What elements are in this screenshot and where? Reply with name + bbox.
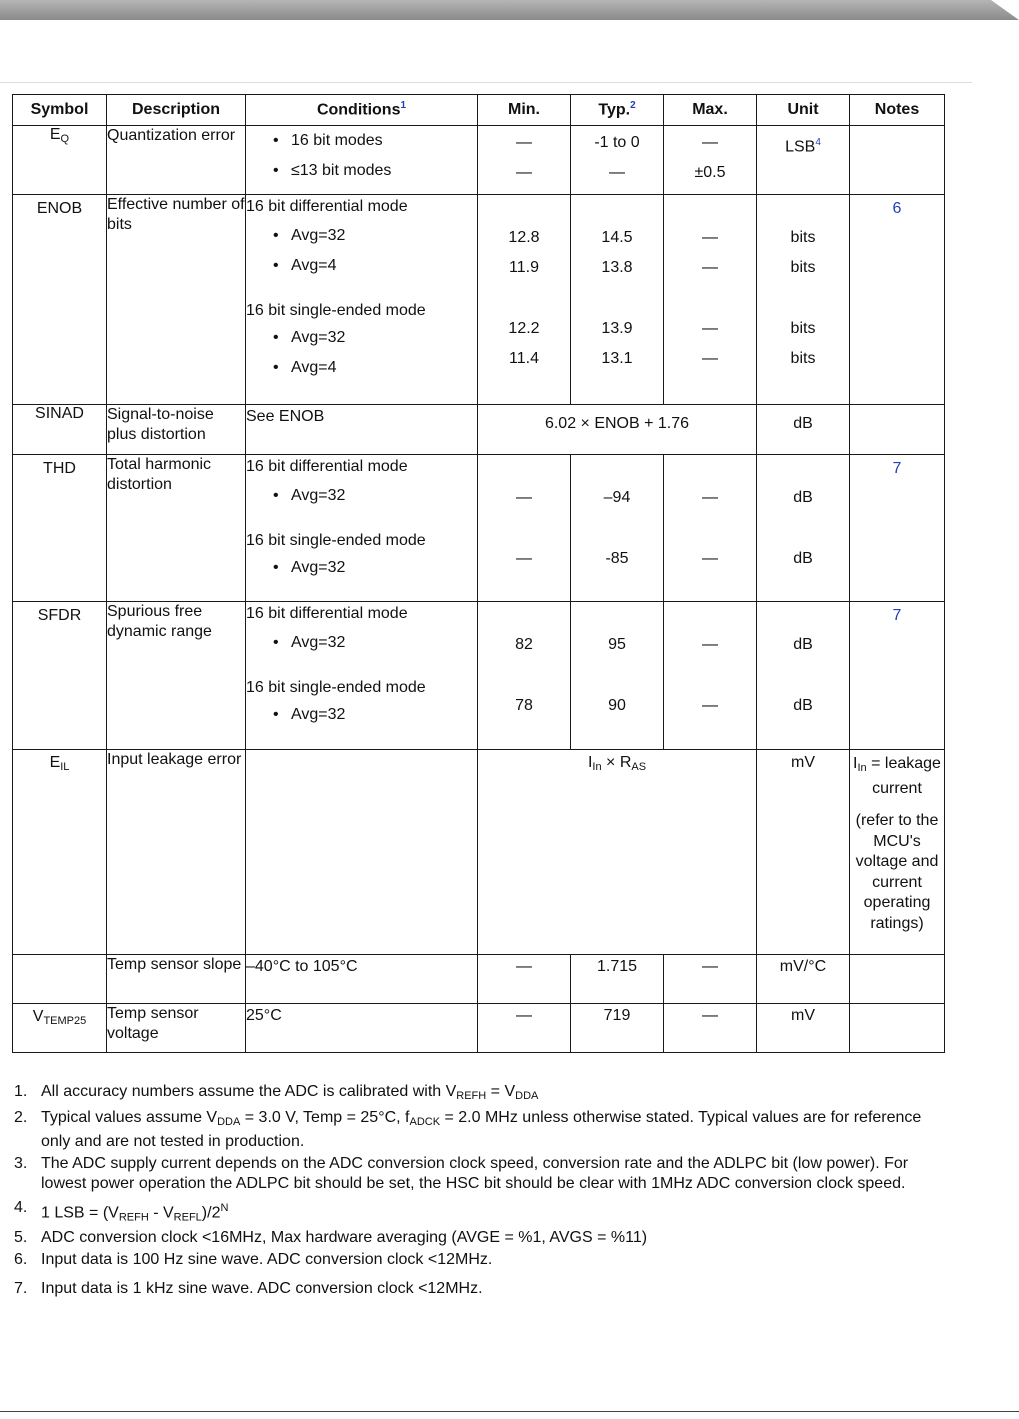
min-temp-slope: —: [478, 955, 571, 1004]
min-eq: — —: [478, 126, 571, 195]
table-row-eq: [13, 126, 945, 195]
enob-note-link[interactable]: 6: [892, 200, 902, 217]
typ-enob: 14.5 13.8 13.9 13.1: [571, 195, 664, 405]
footer-divider: [0, 1411, 1019, 1412]
typ-thd: –94 -85: [571, 455, 664, 602]
table-row-thd: [13, 455, 945, 602]
cond-thd-diff-head: 16 bit differential mode: [246, 458, 408, 475]
typ-footnote-ref[interactable]: 2: [630, 100, 636, 112]
description-temp-slope: Temp sensor slope: [107, 955, 246, 1004]
min-vtemp25: —: [478, 1004, 571, 1053]
cond-enob-se-avg4: • Avg=4: [246, 353, 477, 383]
cond-thd-diff-avg32: • Avg=32: [246, 481, 477, 511]
conditions-thd: [246, 455, 478, 602]
header-row: [13, 95, 945, 126]
typ-sfdr: 95 90: [571, 602, 664, 750]
notes-eq: [850, 126, 945, 195]
cond-sfdr-se-head: 16 bit single-ended mode: [246, 679, 426, 696]
unit-temp-slope: mV/°C: [757, 955, 850, 1004]
description-eq: Quantization error: [107, 126, 246, 195]
value-sinad: 6.02 × ENOB + 1.76: [478, 405, 757, 455]
col-typ: [571, 95, 664, 126]
symbol-enob: ENOB: [13, 195, 107, 405]
conditions-eq: [246, 126, 478, 195]
symbol-thd: THD: [13, 455, 107, 602]
conditions-enob: [246, 195, 478, 405]
conditions-sinad: See ENOB: [246, 405, 478, 455]
max-sfdr: — —: [664, 602, 757, 750]
footnote-2: 2. Typical values assume $V_{DDA} = 3.0$ V, Temp = 25°C, $f_{ADCK} = 2.0$ MHz unless otherwise stated. Typical values are for reference only and are not tested in production.: [14, 1108, 922, 1150]
symbol-eq: [13, 126, 107, 195]
cond-eq-16bit: • 16 bit modes: [246, 126, 477, 156]
footnote-5: 5. ADC conversion clock <16MHz, Max hardware averaging (AVGE = %1, AVGS = %11): [14, 1229, 648, 1247]
unit-sinad: dB: [757, 405, 850, 455]
cond-eq-13bit: • ≤13 bit modes: [246, 156, 477, 186]
min-thd: — —: [478, 455, 571, 602]
adc-spec-table: [12, 94, 945, 1053]
unit-eq: LSB$^4$: [757, 126, 850, 195]
thd-note-link[interactable]: 7: [892, 460, 902, 477]
max-eq: — ±0.5: [664, 126, 757, 195]
col-conditions-label: Conditions: [316, 101, 401, 119]
conditions-footnote-ref[interactable]: 1: [400, 100, 407, 112]
col-unit: Unit: [757, 95, 850, 126]
symbol-temp-slope: [13, 955, 107, 1004]
description-thd: Total harmonic distortion: [107, 455, 246, 602]
symbol-eil: [13, 750, 107, 955]
notes-vtemp25: [850, 1004, 945, 1053]
notes-enob: [850, 195, 945, 405]
symbol-eil-sub: IL: [60, 761, 70, 773]
footnote-1: 1. All accuracy numbers assume the ADC is calibrated with $V_{REFH} = V_{DDA}$: [14, 1083, 539, 1102]
col-symbol: Symbol: [13, 95, 107, 126]
header-bar: [0, 0, 1019, 20]
conditions-vtemp25: 25°C: [246, 1004, 478, 1053]
cond-thd-se-avg32: • Avg=32: [246, 553, 477, 583]
table-row-vtemp25: [13, 1004, 945, 1053]
conditions-temp-slope: –40°C to 105°C: [246, 955, 478, 1004]
symbol-vtemp25: [13, 1004, 107, 1053]
footnote-7: 7. Input data is 1 kHz sine wave. ADC conversion clock <12MHz.: [14, 1280, 483, 1298]
cond-sfdr-se-avg32: • Avg=32: [246, 700, 477, 730]
table-row-enob: [13, 195, 945, 405]
cond-thd-se-head: 16 bit single-ended mode: [246, 532, 426, 549]
symbol-eq-sub: Q: [60, 133, 70, 145]
description-sfdr: Spurious free dynamic range: [107, 602, 246, 750]
col-typ-label: Typ.: [598, 101, 631, 119]
description-sinad: Signal-to-noise plus distortion: [107, 405, 246, 455]
table-row-eil: [13, 750, 945, 955]
description-vtemp25: Temp sensor voltage: [107, 1004, 246, 1053]
cond-enob-diff-avg32: • Avg=32: [246, 221, 477, 251]
col-min: Min.: [478, 95, 571, 126]
symbol-sfdr: SFDR: [13, 602, 107, 750]
typ-vtemp25: 719: [571, 1004, 664, 1053]
footnote-6: 6. Input data is 100 Hz sine wave. ADC conversion clock <12MHz.: [14, 1250, 493, 1268]
symbol-eil-main: E: [49, 754, 61, 771]
value-eil: $I_{In} \times R_{AS}$: [478, 750, 757, 955]
notes-sinad: [850, 405, 945, 455]
cond-enob-diff-head: 16 bit differential mode: [246, 198, 408, 215]
col-conditions: [246, 95, 478, 126]
conditions-sfdr: [246, 602, 478, 750]
symbol-eq-main: E: [49, 126, 61, 143]
unit-sfdr: dB dB: [757, 602, 850, 750]
conditions-eil: [246, 750, 478, 955]
unit-enob: bits bits bits bits: [757, 195, 850, 405]
table-row-sfdr: [13, 602, 945, 750]
unit-eil: mV: [757, 750, 850, 955]
unit-thd: dB dB: [757, 455, 850, 602]
max-thd: — —: [664, 455, 757, 602]
notes-sfdr: [850, 602, 945, 750]
notes-thd: [850, 455, 945, 602]
max-vtemp25: —: [664, 1004, 757, 1053]
col-max: Max.: [664, 95, 757, 126]
header-bar-corner: [991, 0, 1019, 20]
table-row-temp-slope: [13, 955, 945, 1004]
footnotes-list: [12, 1082, 932, 1300]
min-enob: 12.8 11.9 12.2 11.4: [478, 195, 571, 405]
max-temp-slope: —: [664, 955, 757, 1004]
lsb-footnote-ref[interactable]: 4: [815, 137, 821, 148]
eil-note-refer: (refer to the MCU's voltage and current operating ratings): [855, 812, 939, 932]
symbol-vtemp25-main: V: [32, 1008, 44, 1025]
min-sfdr: 82 78: [478, 602, 571, 750]
top-divider: [0, 82, 972, 83]
typ-temp-slope: 1.715: [571, 955, 664, 1004]
col-description: Description: [107, 95, 246, 126]
notes-temp-slope: [850, 955, 945, 1004]
max-enob: — — — —: [664, 195, 757, 405]
cond-sfdr-diff-avg32: • Avg=32: [246, 628, 477, 658]
typ-eq: -1 to 0 —: [571, 126, 664, 195]
eil-note-leakage: $I_{In}$ = leakage current: [853, 755, 941, 797]
cond-enob-se-head: 16 bit single-ended mode: [246, 302, 426, 319]
col-notes: Notes: [850, 95, 945, 126]
symbol-sinad: SINAD: [13, 405, 107, 455]
description-enob: Effective number of bits: [107, 195, 246, 405]
cond-enob-se-avg32: • Avg=32: [246, 323, 477, 353]
cond-enob-diff-avg4: • Avg=4: [246, 251, 477, 281]
cond-sfdr-diff-head: 16 bit differential mode: [246, 605, 408, 622]
description-eil: Input leakage error: [107, 750, 246, 955]
symbol-vtemp25-sub: TEMP25: [43, 1015, 87, 1027]
sfdr-note-link[interactable]: 7: [892, 607, 902, 624]
footnote-3: 3. The ADC supply current depends on the ADC conversion clock speed, conversion rate and the ADLPC bit (low power). For lowest power operation the ADLPC bit should be set, the HSC bit should be clear with 1MHz ADC conversion clock speed.: [14, 1154, 909, 1192]
footnote-4: 4. 1 LSB = $(V_{REFH} - V_{REFL})/2^N$: [14, 1198, 229, 1223]
table-row-sinad: [13, 405, 945, 455]
eil-note: [850, 750, 944, 934]
notes-eil: [850, 750, 945, 955]
unit-vtemp25: mV: [757, 1004, 850, 1053]
